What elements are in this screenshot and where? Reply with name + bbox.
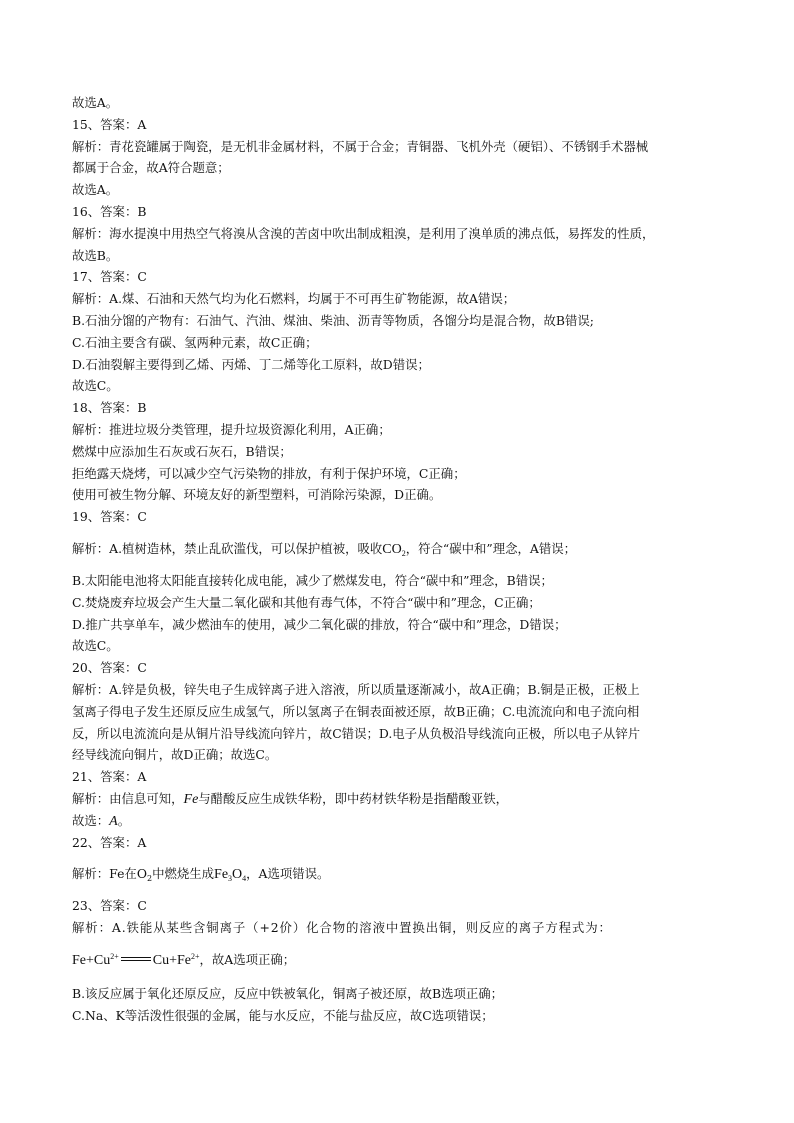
conclusion-19: 故选C。 [72, 638, 119, 654]
explanation-19-b: B.太阳能电池将太阳能直接转化成电能，减少了燃煤发电，符合“碳中和”理念，B错误； [72, 572, 553, 588]
explanation-21-pre: 解析：由信息可知， [72, 790, 184, 806]
explanation-21-post: 与醋酸反应生成铁华粉，即中药材铁华粉是指醋酸亚铁， [198, 790, 509, 806]
explanation-19-d: D.推广共享单车，减少燃油车的使用，减少二氧化碳的排放，符合“碳中和”理念，D错误； [72, 616, 567, 632]
answer-16: 16、答案：B [72, 203, 147, 219]
o4-subscript: 4 [242, 874, 247, 884]
equation-cu-fe: Cu+Fe [152, 952, 191, 968]
explanation-18-d: 使用可被生物分解、环境友好的新型塑料，可消除污染源，D正确。 [72, 487, 442, 503]
explanation-15-line2: 都属于合金，故A符合题意； [72, 160, 230, 176]
answer-21: 21、答案：A [72, 769, 147, 785]
co2-formula [382, 542, 405, 557]
explanation-19-a-post: ，符合“碳中和”理念，A错误； [405, 540, 577, 556]
explanation-23-line1: 解析：A.铁能从某些含铜离子（+2价）化合物的溶液中置换出铜，则反应的离子方程式为： [72, 920, 612, 936]
fe-symbol: Fe [183, 791, 199, 807]
cu-charge: 2+ [110, 951, 119, 961]
explanation-22-mid: 中燃烧生成 [152, 866, 215, 882]
equation-post: ，故A选项正确； [199, 951, 296, 967]
text-line: 故选A。 [72, 95, 119, 110]
answer-23: 23、答案：C [72, 898, 147, 914]
fe3o4-formula [214, 867, 246, 882]
fe-charge: 2+ [190, 951, 200, 961]
answer-18: 18、答案：B [72, 400, 147, 416]
answer-19: 19、答案：C [72, 509, 147, 525]
explanation-19-a-pre: 解析：A.植树造林，禁止乱砍滥伐，可以保护植被，吸收 [72, 540, 383, 556]
explanation-19-c: C.焚烧废弃垃圾会产生大量二氧化碳和其他有毒气体，不符合“碳中和”理念，C正确； [72, 594, 541, 610]
answer-22: 22、答案：A [72, 834, 147, 850]
explanation-23-b: B.该反应属于氧化还原反应，反应中铁被氧化，铜离子被还原，故B选项正确； [72, 985, 504, 1001]
ionic-equation [72, 945, 732, 975]
co2-subscript: 2 [401, 548, 406, 558]
explanation-21 [72, 788, 732, 810]
equals-sign [121, 957, 151, 961]
explanation-16-line1: 解析：海水提溴中用热空气将溴从含溴的苦卤中吹出制成粗溴，是利用了溴单质的沸点低，易挥发的性质， [72, 225, 655, 241]
conclusion-21-option: A [109, 813, 118, 829]
document-body [72, 92, 732, 1026]
conclusion-15: 故选A。 [72, 182, 119, 198]
explanation-20-line4: 经导线流向铜片，故D正确；故选C。 [72, 747, 278, 763]
explanation-20-line2: 氢离子得电子发生还原反应生成氢气，所以氢离子在铜表面被还原，故B正确；C.电流流向和电子流向相 [72, 703, 640, 719]
explanation-22-pre: 解析：Fe在O [72, 866, 147, 882]
equation-left [72, 953, 119, 968]
conclusion-21-end: 。 [117, 812, 131, 828]
explanation-15-line1: 解析：青花瓷罐属于陶瓷，是无机非金属材料，不属于合金；青铜器、飞机外壳（硬铝）、不锈钢手术器械 [72, 138, 649, 154]
o-text: O [232, 867, 243, 883]
explanation-18-c: 拒绝露天烧烤，可以减少空气污染物的排放，有利于保护环境，C正确； [72, 465, 466, 481]
explanation-22-post: ，A选项错误。 [246, 866, 330, 882]
explanation-17-d: D.石油裂解主要得到乙烯、丙烯、丁二烯等化工原料，故D错误； [72, 356, 430, 372]
explanation-20-line1: 解析：A.锌是负极，锌失电子生成锌离子进入溶液，所以质量逐渐减小，故A正确；B.铜是正极，正极上 [72, 681, 640, 697]
explanation-23-c: C.Na、K等活泼性很强的金属，能与水反应，不能与盐反应，故C选项错误； [72, 1007, 494, 1023]
answer-20: 20、答案：C [72, 660, 147, 676]
answer-17: 17、答案：C [72, 269, 147, 285]
explanation-17-b: B.石油分馏的产物有：石油气、汽油、煤油、柴油、沥青等物质，各馏分均是混合物，故B错误; [72, 312, 594, 328]
equation-fe-cu: Fe+Cu [72, 952, 111, 968]
explanation-20-line3: 反，所以电流流向是从铜片沿导线流向锌片，故C错误；D.电子从负极沿导线流向正极，所以电子从锌片 [72, 725, 641, 741]
fe-text: Fe [214, 867, 229, 883]
explanation-19-a [72, 536, 732, 562]
explanation-22 [72, 861, 732, 887]
explanation-18-b: 燃煤中应添加生石灰或石灰石，B错误； [72, 443, 292, 459]
explanation-16-line2: 故选B。 [72, 247, 119, 263]
explanation-17-a: 解析：A.煤、石油和天然气均为化石燃料，均属于不可再生矿物能源，故A错误； [72, 291, 516, 307]
explanation-18-a: 解析：推进垃圾分类管理，提升垃圾资源化利用，A正确； [72, 421, 391, 437]
answer-15: 15、答案：A [72, 116, 147, 132]
conclusion-21-label: 故选： [72, 812, 110, 828]
fe3-subscript: 3 [228, 874, 233, 884]
o2-subscript: 2 [146, 874, 153, 884]
co-text: CO [382, 541, 402, 557]
conclusion-17: 故选C。 [72, 378, 119, 394]
explanation-17-c: C.石油主要含有碳、氢两种元素，故C正确； [72, 334, 318, 350]
conclusion-21 [72, 810, 732, 832]
equation-right [153, 953, 200, 968]
